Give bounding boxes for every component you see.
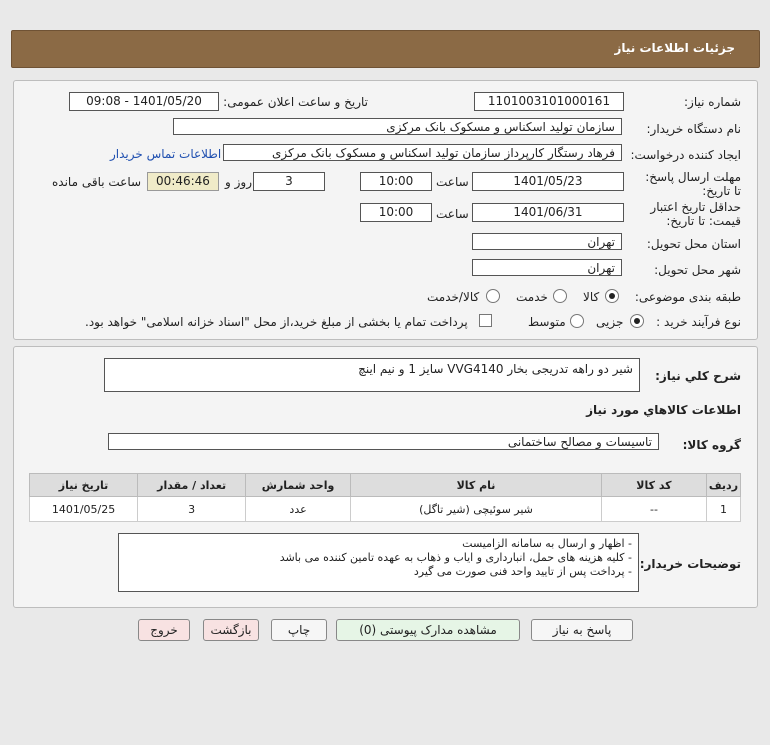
goods-group-field: تاسیسات و مصالح ساختمانی <box>108 433 659 450</box>
process-label: نوع فرآیند خرید : <box>656 315 741 329</box>
page-header <box>11 30 760 68</box>
category-radio-goods[interactable] <box>605 289 619 303</box>
col-code: کد کالا <box>602 474 707 497</box>
process-option-minor: جزیی <box>596 315 624 329</box>
deadline-label: مهلت ارسال پاسخ: تا تاریخ: <box>645 170 741 198</box>
deadline-date-field: 1401/05/23 <box>472 172 624 191</box>
remaining-label: ساعت باقی مانده <box>52 175 142 189</box>
description-label: شرح کلي نياز: <box>655 369 741 383</box>
description-text: شیر دو راهه تدریجی بخار VVG4140 سایز 1 و نیم اینچ <box>358 362 633 376</box>
goods-section-title: اطلاعات کالاهاي مورد نياز <box>586 403 741 417</box>
city-field: تهران <box>472 259 622 276</box>
category-option-goods-service: کالا/خدمت <box>427 290 480 304</box>
payment-note: پرداخت تمام یا بخشی از مبلغ خرید،از محل "اسناد خزانه اسلامی" خواهد بود. <box>85 315 468 329</box>
col-unit: واحد شمارش <box>246 474 351 497</box>
province-field: تهران <box>472 233 622 250</box>
category-radio-goods-service[interactable] <box>486 289 500 303</box>
row-unit: عدد <box>246 497 351 522</box>
col-date: تاریخ نیاز <box>30 474 138 497</box>
category-option-service: خدمت <box>516 290 548 304</box>
treasury-checkbox[interactable] <box>479 314 492 327</box>
announce-label: تاریخ و ساعت اعلان عمومی: <box>223 95 368 109</box>
deadline-time-label: ساعت <box>436 175 469 189</box>
category-radio-service[interactable] <box>553 289 567 303</box>
buyer-label: نام دستگاه خریدار: <box>646 122 741 136</box>
category-option-goods: کالا <box>583 290 600 304</box>
row-name: شیر سوئیچی (شیر تاگل) <box>350 497 601 522</box>
col-qty: تعداد / مقدار <box>138 474 246 497</box>
validity-time-field: 10:00 <box>360 203 432 222</box>
description-box <box>104 358 640 392</box>
reply-button[interactable]: پاسخ به نیاز <box>531 619 633 641</box>
row-code: -- <box>602 497 707 522</box>
days-field: 3 <box>253 172 325 191</box>
validity-label: حداقل تاریخ اعتبار قیمت: تا تاریخ: <box>650 200 741 228</box>
city-label: شهر محل تحویل: <box>654 263 741 277</box>
days-label: روز و <box>225 175 252 189</box>
page-title: جزئیات اطلاعات نیاز <box>614 41 735 55</box>
print-button[interactable]: چاپ <box>271 619 327 641</box>
process-radio-minor[interactable] <box>630 314 644 328</box>
goods-table-header <box>30 474 741 497</box>
row-index: 1 <box>706 497 740 522</box>
creator-label: ایجاد کننده درخواست: <box>630 148 741 162</box>
deadline-time-field: 10:00 <box>360 172 432 191</box>
buyer-notes-label: توضیحات خریدار: <box>639 557 741 571</box>
note-line: - پرداخت پس از تایید واحد فنی صورت می گیرد <box>413 565 632 578</box>
goods-table <box>29 473 741 522</box>
validity-time-label: ساعت <box>436 207 469 221</box>
contact-buyer-link[interactable]: اطلاعات تماس خریدار <box>110 147 222 161</box>
col-index: ردیف <box>706 474 740 497</box>
attachments-button[interactable]: مشاهده مدارک پیوستی (0) <box>336 619 520 641</box>
col-name: نام کالا <box>350 474 601 497</box>
validity-date-field: 1401/06/31 <box>472 203 624 222</box>
process-option-medium: متوسط <box>528 315 566 329</box>
exit-button[interactable]: خروج <box>138 619 190 641</box>
province-label: استان محل تحویل: <box>646 237 741 251</box>
row-qty: 3 <box>138 497 246 522</box>
category-label: طبقه بندی موضوعی: <box>634 290 741 304</box>
table-row <box>30 497 741 522</box>
buyer-notes-box <box>118 533 639 592</box>
need-number-field: 1101003101000161 <box>474 92 624 111</box>
announce-field: 1401/05/20 - 09:08 <box>69 92 219 111</box>
buyer-field: سازمان تولید اسکناس و مسکوک بانک مرکزی <box>173 118 622 135</box>
note-line: - اظهار و ارسال به سامانه الزامیست <box>462 537 632 550</box>
goods-group-label: گروه کالا: <box>682 438 741 452</box>
creator-field: فرهاد رستگار کارپرداز سازمان تولید اسکناس و مسکوک بانک مرکزی <box>223 144 622 161</box>
remaining-time-field: 00:46:46 <box>147 172 219 191</box>
process-radio-medium[interactable] <box>570 314 584 328</box>
row-date: 1401/05/25 <box>30 497 138 522</box>
need-number-label: شماره نیاز: <box>684 95 741 109</box>
note-line: - کلیه هزینه های حمل، انبارداری و ایاب و ذهاب به عهده تامین کننده می باشد <box>279 551 632 564</box>
back-button[interactable]: بازگشت <box>203 619 259 641</box>
